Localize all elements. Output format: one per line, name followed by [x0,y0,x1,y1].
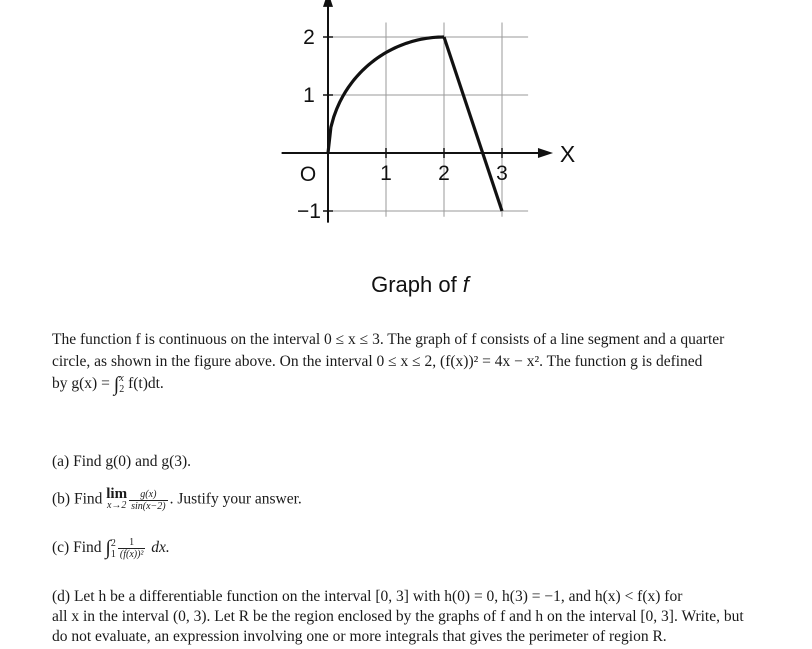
graph-of-f-figure [0,0,812,310]
fraction-numerator: 1 [118,537,146,549]
lower-limit: 2 [119,384,125,396]
fraction-denominator: sin(x−2) [131,500,166,512]
part-d-line3: do not evaluate, an expression involving one or more integrals that gives the perimeter of region R. [52,628,667,645]
lim-subscript: x→2 [106,500,127,511]
lim-word: lim [106,486,128,502]
part-b-suffix: . Justify your answer. [169,490,302,508]
limit-fraction [129,489,168,512]
integral-limits [111,538,116,560]
integral-sign: ∫ [113,373,120,396]
y-tick-label-−1: −1 [297,200,321,223]
function-curves [328,37,502,211]
upper-limit: 2 [110,537,116,549]
x-axis-arrow [538,148,553,158]
x-tick-label-3: 3 [496,162,508,185]
upper-limit: x [119,373,124,385]
grid [328,23,528,217]
part-c [52,537,802,560]
limit-operator [106,488,127,512]
axes [282,0,553,223]
fraction-denominator: (f(x))² [119,549,144,560]
part-d-line1: (d) Let h be a differentiable function on the interval [0, 3] with h(0) = 0, h(3) = −1, and h(x) < f(x) for [52,588,683,605]
fraction-numerator: g(x) [129,489,168,501]
part-c-prefix: (c) Find [52,539,106,557]
problem-intro-line3 [52,373,800,395]
figure-caption [300,272,540,298]
axis-labels [297,26,575,223]
problem-intro-line2: circle, as shown in the figure above. On the interval 0 ≤ x ≤ 2, (f(x))² = 4x − x². The function g is defined [52,353,703,370]
line-segment [444,37,502,211]
caption-variable: f [462,272,469,297]
y-axis-arrow [323,0,333,7]
part-a: (a) Find g(0) and g(3). [52,453,192,470]
part-b [52,488,802,512]
part-d-line2: all x in the interval (0, 3). Let R be the region enclosed by the graphs of f and h on the interval [0, 3]. Write, but [52,608,744,625]
y-tick-label-1: 1 [303,84,315,107]
caption-text: Graph of [371,272,463,297]
y-tick-label-2: 2 [303,26,315,49]
integrand: f(t)dt. [124,375,164,392]
problem-intro-line1: The function f is continuous on the interval 0 ≤ x ≤ 3. The graph of f consists of a line segment and a quarter [52,331,725,348]
g-definition-prefix: by g(x) = [52,375,114,392]
part-b-prefix: (b) Find [52,490,107,508]
x-tick-label-1: 1 [380,162,392,185]
integrand-fraction [118,537,146,560]
differential: dx. [147,539,170,557]
x-tick-label-2: 2 [438,162,450,185]
integral-sign: ∫ [105,537,111,559]
lower-limit: 1 [110,548,116,560]
origin-label: O [299,163,317,186]
x-axis-label: X [559,141,576,167]
